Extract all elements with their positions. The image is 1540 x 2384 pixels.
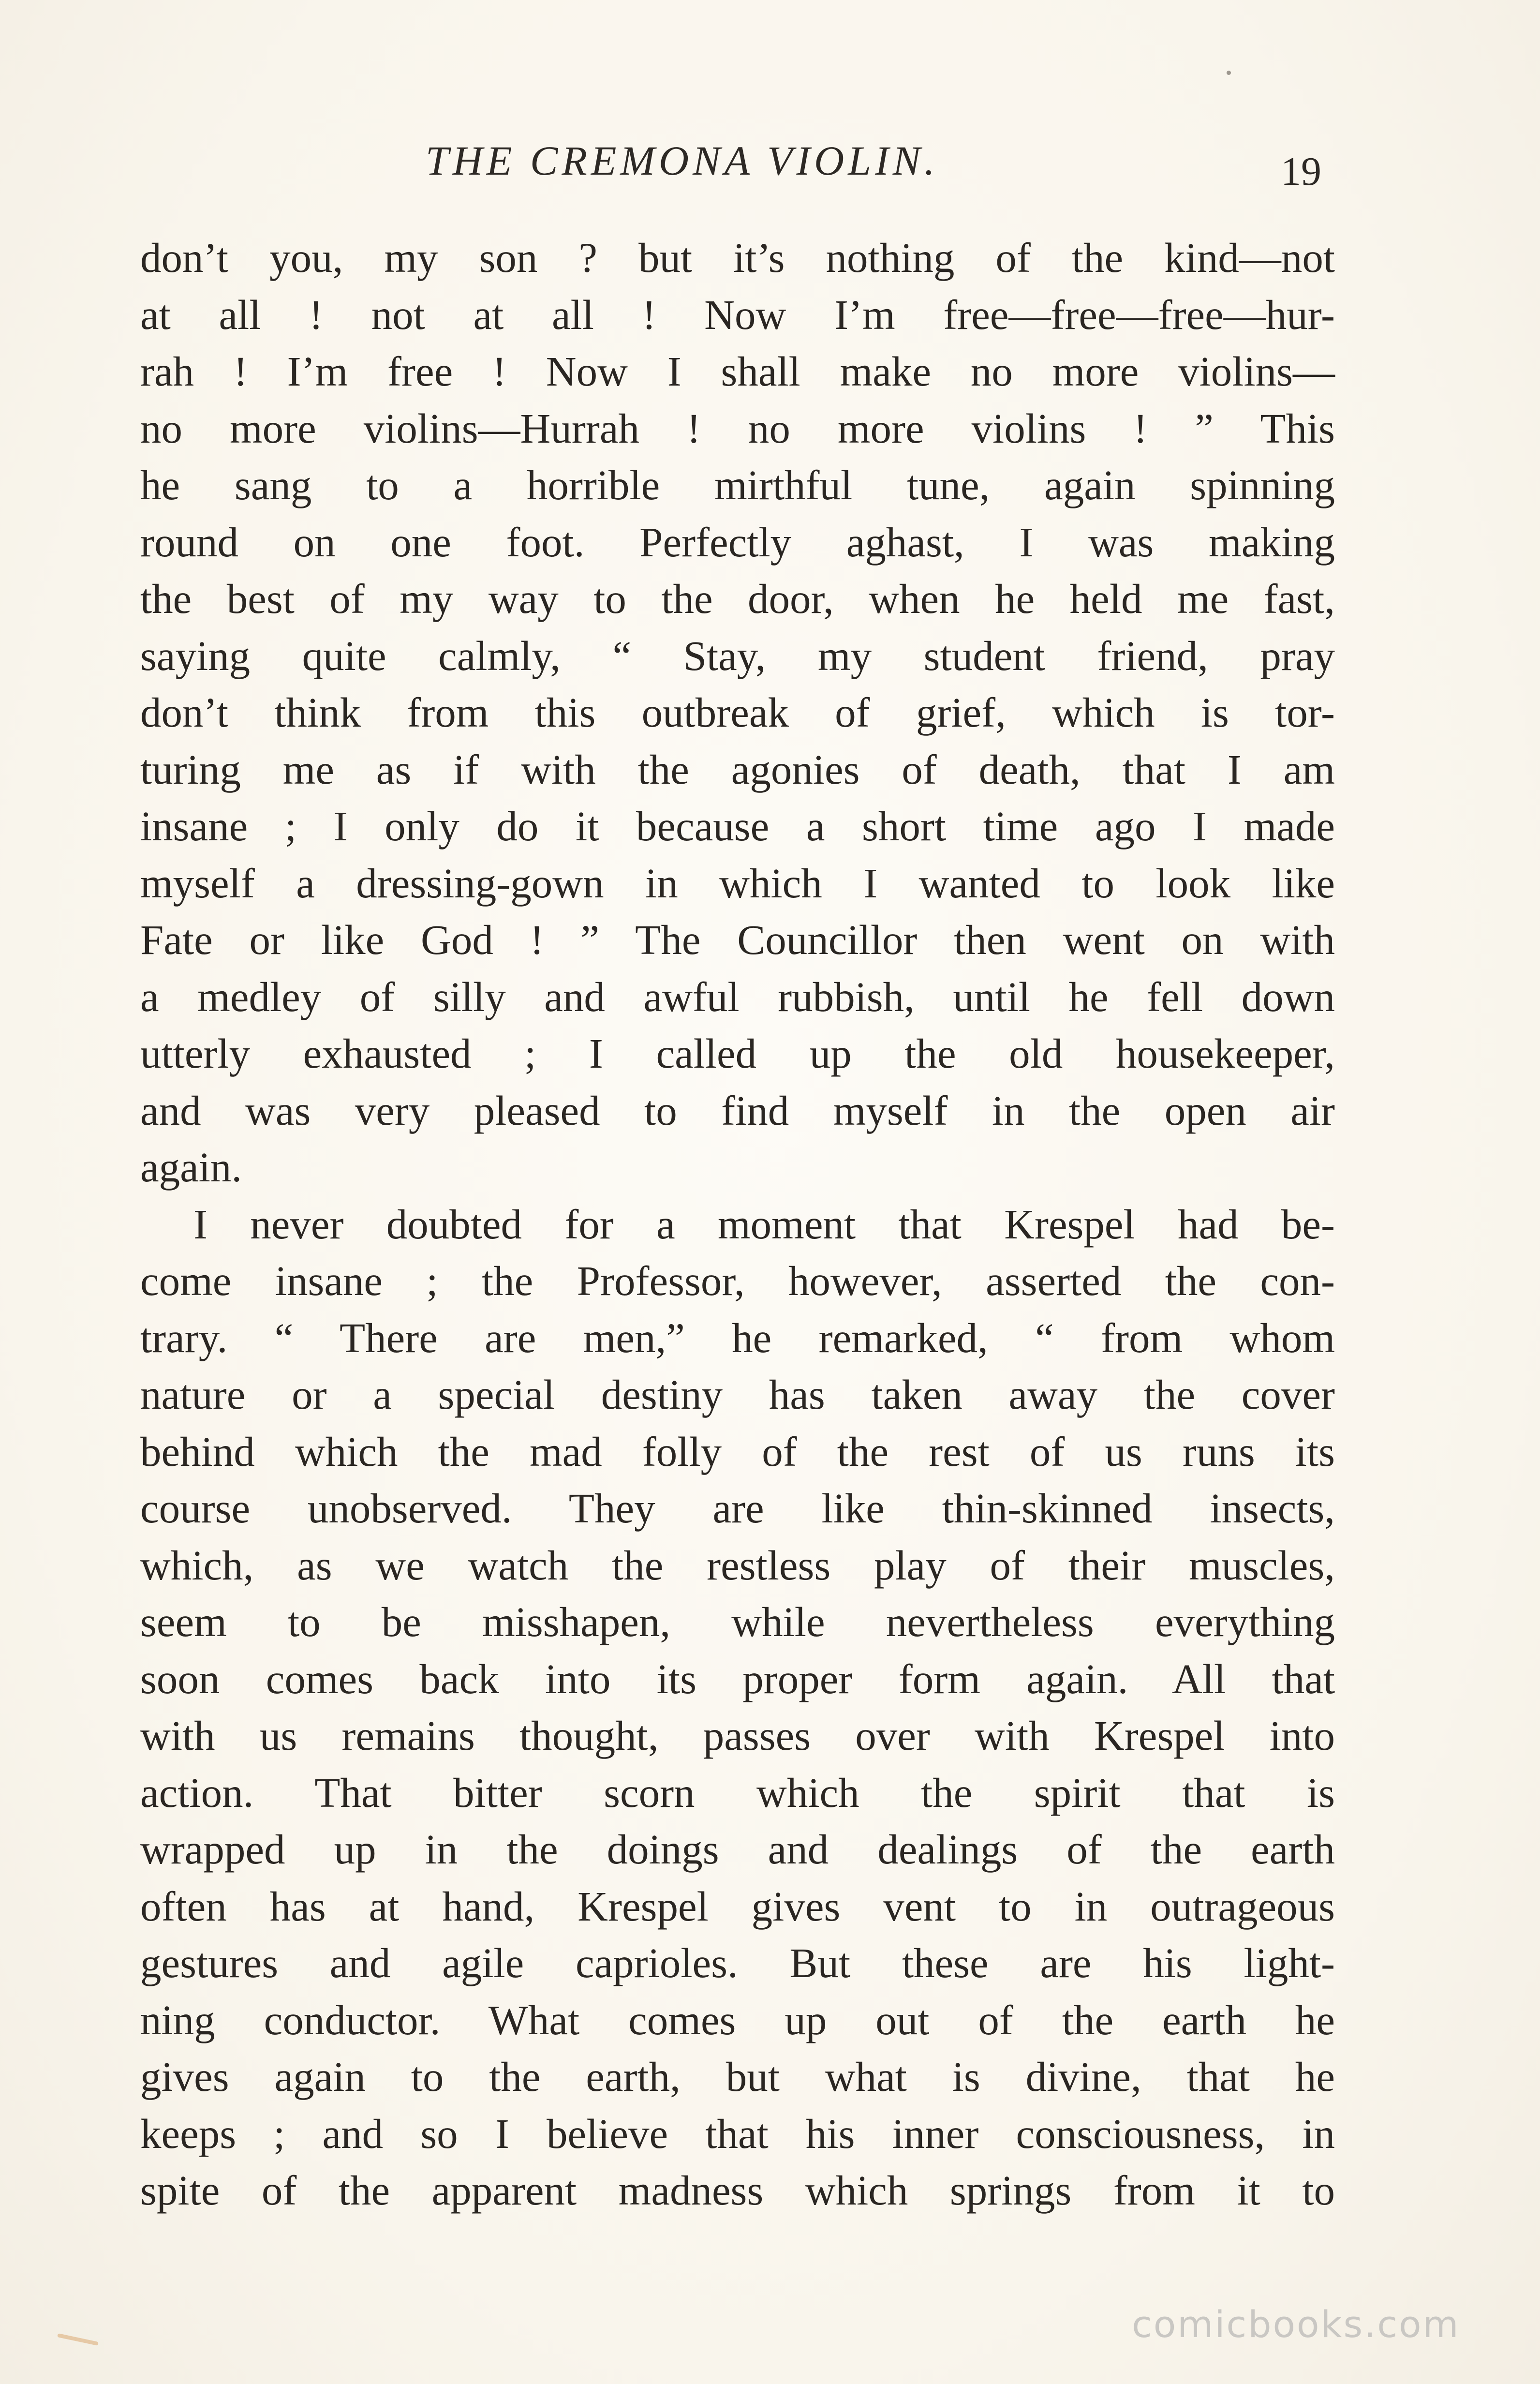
paragraph-first-line: I never doubted for a moment that Krespel had be- — [193, 1200, 1335, 1248]
text-line: round on one foot. Perfectly aghast, I was making — [140, 518, 1335, 566]
text-line: insane ; I only do it because a short time ago I made — [140, 803, 1335, 849]
text-line: trary. “ There are men,” he remarked, “ from whom — [140, 1314, 1335, 1361]
text-line: turing me as if with the agonies of death, that I am — [140, 745, 1335, 793]
text-line: which, as we watch the restless play of their muscles, — [140, 1541, 1335, 1589]
text-line: saying quite calmly, “ Stay, my student friend, pray — [140, 632, 1335, 679]
text-line: gestures and agile caprioles. But these are his light- — [140, 1939, 1335, 1986]
text-line: at all ! not at all ! Now I’m free—free—free—hur- — [140, 291, 1335, 338]
site-watermark: comicbooks.com — [1132, 2303, 1460, 2346]
text-line: he sang to a horrible mirthful tune, again spinning — [140, 462, 1335, 508]
text-line: gives again to the earth, but what is divine, that he — [140, 2053, 1335, 2100]
text-line: don’t think from this outbreak of grief, which is tor- — [140, 689, 1335, 736]
text-line: rah ! I’m free ! Now I shall make no more violins— — [140, 348, 1335, 395]
text-line: seem to be misshapen, while nevertheless everything — [140, 1598, 1335, 1645]
text-line: ning conductor. What comes up out of the earth he — [140, 1996, 1335, 2043]
text-line: soon comes back into its proper form again. All that — [140, 1655, 1335, 1702]
text-line: the best of my way to the door, when he held me fast, — [140, 575, 1335, 622]
text-line: Fate or like God ! ” The Councillor then went on with — [140, 916, 1335, 963]
text-line: nature or a special destiny has taken away the cover — [140, 1371, 1335, 1418]
text-line: myself a dressing-gown in which I wanted to look like — [140, 859, 1335, 907]
text-line: often has at hand, Krespel gives vent to in outrageous — [140, 1882, 1335, 1930]
text-line: utterly exhausted ; I called up the old housekeeper, — [140, 1030, 1335, 1077]
text-line: and was very pleased to find myself in the open air — [140, 1087, 1335, 1134]
text-line: no more violins—Hurrah ! no more violins ! ” This — [140, 404, 1335, 452]
running-title: THE CREMONA VIOLIN. — [426, 137, 939, 184]
body-text — [140, 229, 1335, 2219]
paragraph-end-line: again. — [140, 1144, 242, 1191]
text-line: a medley of silly and awful rubbish, until he fell down — [140, 973, 1335, 1020]
text-line: spite of the apparent madness which springs from it to — [140, 2167, 1335, 2214]
page-number: 19 — [1281, 149, 1321, 194]
paper-speck — [1227, 71, 1231, 75]
text-line: come insane ; the Professor, however, asserted the con- — [140, 1257, 1335, 1304]
text-line: behind which the mad folly of the rest of us runs its — [140, 1428, 1335, 1475]
text-line: wrapped up in the doings and dealings of the earth — [140, 1826, 1335, 1873]
text-line: keeps ; and so I believe that his inner consciousness, in — [140, 2110, 1335, 2157]
text-line: don’t you, my son ? but it’s nothing of the kind—not — [140, 234, 1335, 281]
text-line: action. That bitter scorn which the spirit that is — [140, 1769, 1335, 1816]
text-line: with us remains thought, passes over with Krespel into — [140, 1712, 1335, 1759]
text-line: course unobserved. They are like thin-skinned insects, — [140, 1485, 1335, 1532]
